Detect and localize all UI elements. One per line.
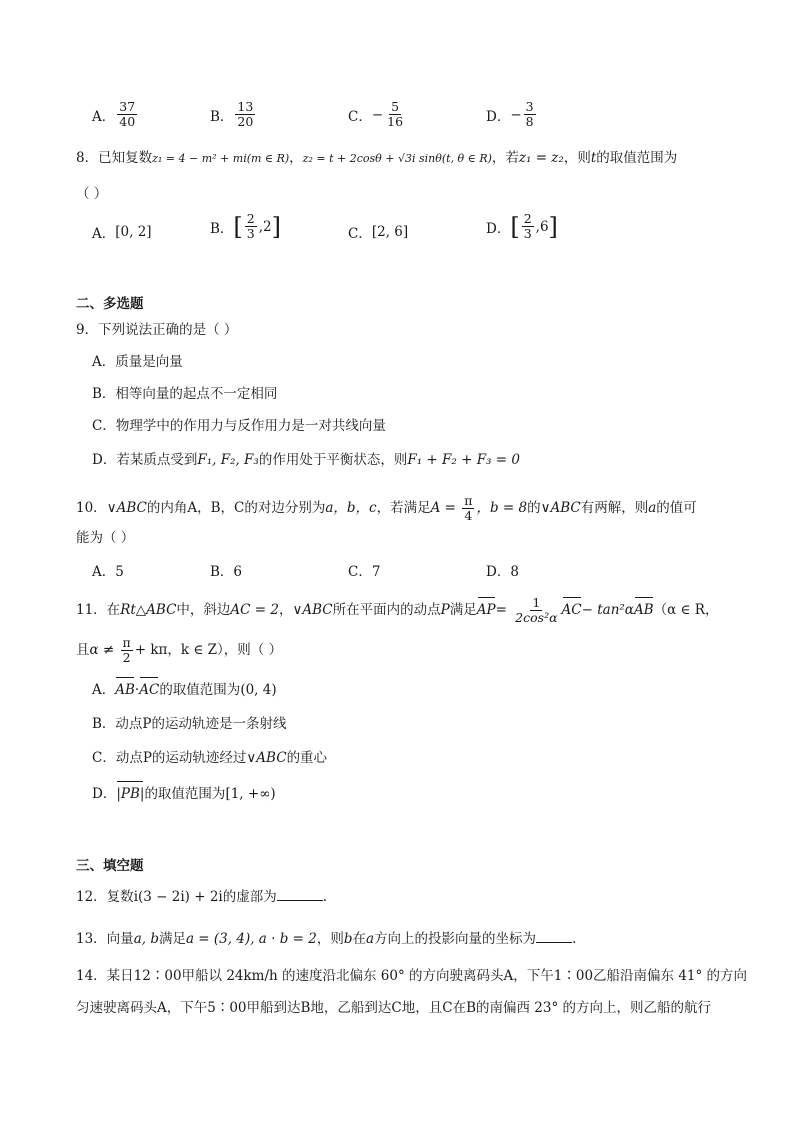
- math-equation: F₁ + F₂ + F₃ = 0: [407, 452, 520, 468]
- text: ，: [289, 150, 303, 166]
- text: C．动点P的运动轨迹经过: [92, 750, 247, 766]
- math-term: − tan²α: [581, 602, 634, 618]
- math-var: a: [366, 931, 375, 947]
- q7-option-d: [486, 100, 538, 129]
- text: ，: [278, 602, 293, 618]
- math-var: a: [648, 500, 657, 516]
- q9-option-d: [92, 450, 520, 470]
- q8-option-c: [348, 222, 408, 242]
- text: 11．在: [76, 602, 121, 618]
- q8-option-b: [210, 212, 281, 241]
- bracket-left: [: [233, 212, 243, 241]
- math-vector-magnitude: |PB|: [116, 786, 145, 802]
- math-expression: i(3 − 2i) + 2i: [133, 889, 223, 905]
- numerator: 2: [246, 211, 255, 226]
- q11-option-a: [92, 680, 277, 700]
- math-interval: [0, 2]: [115, 224, 152, 240]
- option-label: C．: [348, 108, 372, 125]
- q10-option-d: D．8: [486, 564, 519, 580]
- answer-blank[interactable]: [277, 886, 323, 901]
- q13-stem: [76, 928, 576, 949]
- math-condition: a = (3, 4), a · b = 2: [185, 931, 317, 947]
- math-vector: AC: [139, 682, 160, 698]
- q14-stem-line1: 14．某日12∶00甲船以 24km/h 的速度沿北偏东 60° 的方向驶离码头A，下午1∶00乙船沿南偏东 41° 的方向: [76, 968, 748, 984]
- denominator: 2cos²α: [515, 610, 558, 625]
- math-equals: =: [495, 602, 507, 618]
- q10-stem-line1: [76, 494, 697, 523]
- q9-stem: 9．下列说法正确的是（ ）: [76, 322, 238, 338]
- math-z2: z₂ = t + 2cosθ + √3i sinθ(t, θ ∈ R): [302, 152, 492, 165]
- q7-option-c: [348, 100, 407, 129]
- q11-stem-line1: [76, 596, 718, 625]
- q8-option-d: [486, 212, 558, 241]
- numerator: 1: [532, 595, 541, 610]
- fraction: [245, 212, 257, 241]
- option-label: B．: [210, 108, 234, 125]
- text: 的取值范围为: [144, 786, 226, 802]
- option-label: A．: [92, 682, 116, 698]
- math-triangle: ∨ABC: [540, 500, 581, 516]
- comma: ,: [258, 218, 264, 235]
- answer-blank[interactable]: [536, 928, 572, 943]
- q11-option-c: [92, 748, 327, 768]
- math-vector: AP: [476, 602, 496, 618]
- numerator: 3: [525, 99, 534, 114]
- numerator: 13: [237, 99, 254, 114]
- numerator: 2: [523, 211, 532, 226]
- fraction: [117, 100, 137, 129]
- text: ，则: [316, 931, 344, 947]
- math-condition: z₁ = z₂: [518, 150, 564, 166]
- math-dot: ·: [134, 682, 140, 698]
- math-vector: AC: [561, 602, 582, 618]
- option-label: B．: [210, 220, 234, 237]
- text: 的内角A，B，C的对边分别为: [146, 500, 326, 516]
- option-label: A．: [92, 226, 116, 242]
- option-label: A．: [92, 108, 116, 125]
- q7-option-b: [210, 100, 257, 129]
- q14-stem-line2: 匀速驶离码头A，下午5∶00甲船到达B地，乙船到达C地，且C在B的南偏西 23° 的方向上，则乙船的航行: [76, 1000, 712, 1016]
- minus-sign: −: [510, 106, 522, 123]
- denominator: 16: [387, 114, 404, 129]
- text: .: [322, 889, 328, 905]
- q10-option-a: A．5: [92, 564, 124, 580]
- denominator: 20: [237, 114, 254, 129]
- bracket-right: ]: [271, 212, 282, 241]
- math-triangle: ∨ABC: [246, 750, 287, 766]
- math-side-b: ，b = 8: [476, 500, 528, 516]
- text: 满足: [158, 931, 186, 947]
- math-upper: 6: [539, 218, 549, 235]
- math-forces: F₁, F₂, F₃: [197, 452, 259, 468]
- numerator: π: [122, 635, 131, 650]
- text: 方向上的投影向量的坐标为: [374, 931, 537, 947]
- fraction: [235, 100, 255, 129]
- math-range: (0, 4): [240, 682, 277, 698]
- text: 在: [352, 931, 366, 947]
- text: 中，斜边: [176, 602, 231, 618]
- minus-sign: −: [371, 106, 384, 123]
- fraction: [524, 100, 536, 129]
- denominator: 3: [246, 226, 255, 241]
- q8-answer-paren: （ ）: [76, 186, 108, 202]
- math-vectors: a, b: [133, 931, 159, 947]
- math-upper: 2: [263, 218, 272, 235]
- text: 13．向量: [76, 931, 134, 947]
- text: 的取值范围为: [596, 150, 678, 166]
- denominator: 8: [525, 114, 534, 129]
- q7-option-a: [92, 100, 139, 129]
- text: 的虚部为: [222, 889, 277, 905]
- bracket-left: [: [510, 212, 520, 241]
- math-var: b: [343, 931, 353, 947]
- math-vector: AB: [633, 602, 654, 618]
- math-sides: a，b，c: [325, 500, 377, 516]
- q10-option-b: B．6: [210, 564, 243, 580]
- q11-option-b: B．动点P的运动轨迹是一条射线: [92, 716, 287, 732]
- math-hypotenuse: AC = 2: [230, 602, 279, 618]
- denominator: 4: [464, 508, 473, 523]
- text: 8．已知复数: [76, 150, 153, 166]
- math-z1: z₁ = 4 − m² + mi(m ∈ R): [152, 152, 290, 165]
- q9-option-b: B．相等向量的起点不一定相同: [92, 386, 278, 402]
- text: 满足: [449, 602, 477, 618]
- text: 的作用处于平衡状态，则: [258, 452, 408, 468]
- text: 的取值范围为: [159, 682, 241, 698]
- text: .: [572, 931, 577, 947]
- math-var: t: [590, 150, 597, 166]
- fraction: [385, 100, 405, 129]
- text: ，若: [491, 150, 519, 166]
- text: （α ∈ R，: [653, 602, 719, 618]
- option-label: D．: [486, 108, 511, 125]
- q11-stem-line2: [76, 636, 282, 665]
- option-label: D．: [92, 786, 117, 802]
- fraction: [462, 494, 474, 523]
- q10-option-c: C．7: [348, 564, 381, 580]
- math-interval: [2, 6]: [371, 224, 409, 240]
- math-point: P: [440, 602, 450, 618]
- fraction: [121, 636, 133, 665]
- math-vector: AB: [115, 682, 135, 698]
- text: ，若满足: [376, 500, 431, 516]
- text: D．若某质点受到: [92, 452, 198, 468]
- denominator: 3: [523, 226, 532, 241]
- q12-stem: [76, 886, 327, 907]
- text: 的值可: [656, 500, 697, 516]
- text: 10．: [76, 500, 107, 516]
- math-triangle: ∨ABC: [292, 602, 333, 618]
- fraction: [522, 212, 534, 241]
- text: 12．复数: [76, 889, 134, 905]
- math-condition: α ≠: [89, 642, 115, 658]
- q11-option-d: [92, 784, 276, 804]
- text: 且: [76, 642, 90, 658]
- bracket-right: ]: [548, 212, 558, 241]
- numerator: 5: [391, 99, 400, 114]
- q8-stem: [76, 148, 677, 169]
- text: 有两解，则: [580, 500, 649, 516]
- numerator: π: [464, 493, 473, 508]
- q9-option-a: A．质量是向量: [92, 354, 183, 370]
- q8-option-a: [92, 222, 152, 242]
- q9-option-c: C．物理学中的作用力与反作用力是一对共线向量: [92, 418, 386, 434]
- text: 所在平面内的动点: [332, 602, 441, 618]
- text: 的: [527, 500, 541, 516]
- denominator: 40: [119, 114, 136, 129]
- text: + kπ，k ∈ Z），则（ ）: [134, 642, 283, 658]
- option-label: D．: [486, 220, 511, 237]
- math-range: [1, +∞): [225, 786, 276, 802]
- text: ，则: [563, 150, 591, 166]
- math-angle: A =: [430, 500, 456, 516]
- comma: ,: [535, 218, 540, 235]
- section-heading-fill-blank: 三、填空题: [76, 858, 144, 874]
- math-triangle: ∨ABC: [106, 500, 147, 516]
- math-triangle: Rt△ABC: [120, 602, 177, 618]
- section-heading-multi-choice: 二、多选题: [76, 296, 144, 312]
- q10-stem-line2: 能为（ ）: [76, 530, 135, 546]
- text: 的重心: [286, 750, 328, 766]
- option-label: C．: [348, 226, 372, 242]
- numerator: 37: [119, 99, 136, 114]
- denominator: 2: [122, 650, 131, 665]
- fraction: [513, 596, 559, 625]
